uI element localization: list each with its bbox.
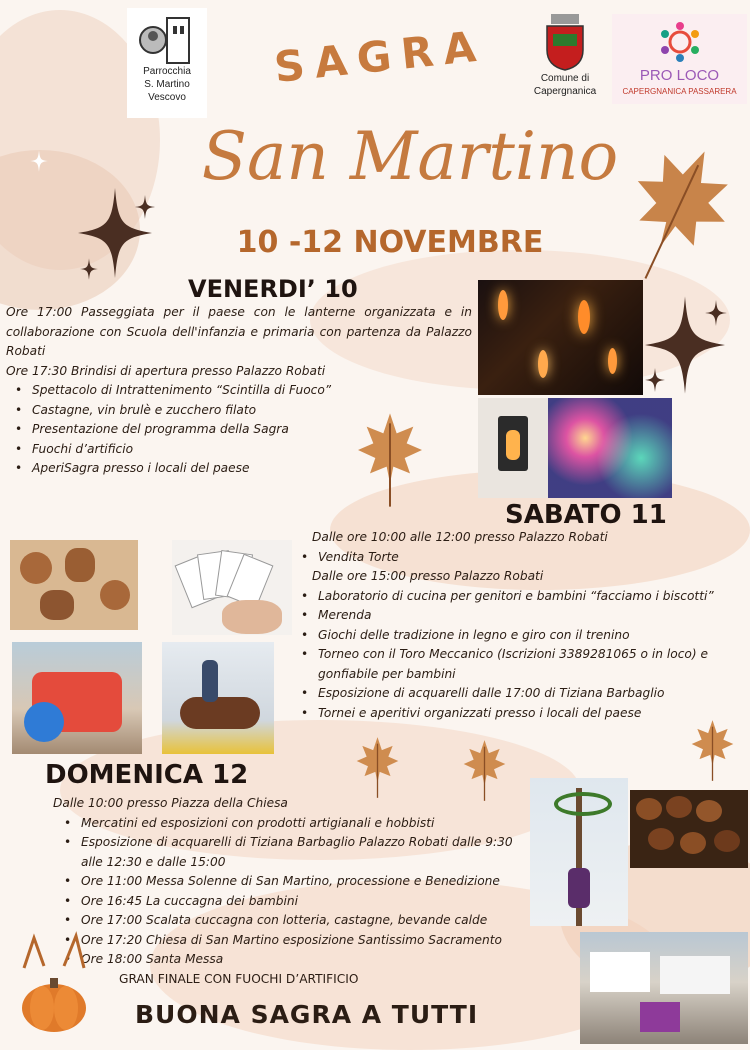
friday-intro: Ore 17:00 Passeggiata per il paese con le lanterne organizzata e in collaborazione con Scuola dell'infanzia e primaria con partenza da Palazzo Robati — [6, 305, 472, 358]
list-item: • AperiSagra presso i locali del paese — [32, 459, 472, 479]
sunday-location: Dalle 10:00 presso Piazza della Chiesa — [53, 796, 288, 810]
sunday-title: DOMENICA 12 — [45, 760, 249, 790]
list-item: • Vendita Torte — [318, 548, 748, 568]
proloco-logo — [612, 14, 747, 104]
sunday-list — [35, 814, 530, 970]
sunday-program — [35, 794, 530, 989]
lantern-photo — [478, 398, 548, 498]
parish-name-2: S. Martino — [144, 79, 190, 90]
cookies-photo — [10, 540, 138, 630]
coat-of-arms-icon — [543, 12, 587, 72]
market-stalls-photo — [580, 932, 748, 1044]
list-item: • Ore 16:45 La cuccagna dei bambini — [81, 892, 530, 912]
list-item: • Ore 11:00 Messa Solenne di San Martino, processione e Benedizione — [81, 872, 530, 892]
fire-show-photo — [478, 280, 643, 395]
comune-name-1: Comune di — [540, 73, 590, 84]
playing-cards-photo — [172, 540, 292, 635]
list-item: • Giochi delle tradizione in legno e giro con il trenino — [318, 626, 748, 646]
sparkle-star-icon — [80, 258, 98, 280]
list-item: • Tornei e aperitivi organizzati presso i locali del paese — [318, 704, 748, 724]
list-item: • Laboratorio di cucina per genitori e bambini “facciamo i biscotti” — [318, 587, 748, 607]
closing-greeting: BUONA SAGRA A TUTTI — [135, 1000, 479, 1029]
parish-name-3: Vescovo — [148, 92, 186, 103]
parish-logo — [127, 8, 207, 118]
list-item: • Fuochi d’artificio — [32, 440, 472, 460]
list-item: • Esposizione di acquarelli dalle 17:00 di Tiziana Barbaglio — [318, 684, 748, 704]
list-item: • Castagne, vin brulè e zucchero filato — [32, 401, 472, 421]
sparkle-star-icon — [645, 368, 665, 392]
proloco-title: PRO LOCO — [639, 67, 720, 84]
pumpkin-icon — [4, 928, 104, 1038]
list-item: • Mercatini ed esposizioni con prodotti artigianali e hobbisti — [81, 814, 530, 834]
people-circle-icon — [657, 19, 703, 65]
list-item: • Ore 17:00 Scalata cuccagna con lotteria, castagne, bevande calde — [81, 911, 530, 931]
greasy-pole-photo — [530, 778, 628, 926]
maple-leaf-icon — [355, 735, 400, 800]
saturday-afternoon: Dalle ore 15:00 presso Palazzo Robati — [312, 569, 544, 583]
list-item: • Ore 17:20 Chiesa di San Martino esposizione Santissimo Sacramento — [81, 931, 530, 951]
saturday-list-1 — [292, 548, 748, 568]
proloco-subtitle: CAPERGNANICA PASSARERA — [622, 87, 737, 96]
saturday-program — [292, 528, 748, 723]
saturday-title: SABATO 11 — [505, 500, 667, 530]
sparkle-star-icon — [30, 150, 48, 172]
friday-toast: Ore 17:30 Brindisi di apertura presso Palazzo Robati — [6, 363, 326, 378]
comune-name-2: Capergnanica — [533, 86, 597, 97]
event-dates: 10 -12 NOVEMBRE — [236, 225, 544, 260]
church-icon — [137, 10, 197, 65]
sparkle-star-icon — [135, 195, 155, 219]
parish-name-1: Parrocchia — [143, 66, 191, 77]
grand-finale: GRAN FINALE CON FUOCHI D’ARTIFICIO — [119, 971, 359, 986]
event-name-title: San Martino — [201, 118, 619, 195]
sparkle-star-icon — [705, 300, 727, 326]
mechanical-bull-photo — [162, 642, 274, 754]
maple-leaf-icon — [690, 718, 735, 783]
friday-title: VENERDI’ 10 — [188, 275, 358, 303]
event-sagra-title: SAGRA — [271, 21, 489, 92]
friday-list — [6, 381, 472, 479]
friday-program — [6, 303, 472, 479]
comune-logo — [520, 10, 610, 120]
chestnuts-photo — [630, 790, 748, 868]
fireworks-photo — [548, 398, 672, 498]
saturday-morning: Dalle ore 10:00 alle 12:00 presso Palazzo Robati — [312, 530, 608, 544]
list-item: • Esposizione di acquarelli di Tiziana Barbaglio Palazzo Robati dalle 9:30 alle 12:30 e dalle 15:00 — [81, 833, 530, 872]
train-ride-photo — [12, 642, 142, 754]
saturday-list-2 — [292, 587, 748, 724]
list-item: • Merenda — [318, 606, 748, 626]
list-item: • Torneo con il Toro Meccanico (Iscrizioni 3389281065 o in loco) e gonfiabile per bambini — [318, 645, 748, 684]
list-item: • Presentazione del programma della Sagra — [32, 420, 472, 440]
list-item: • Spettacolo di Intrattenimento “Scintilla di Fuoco” — [32, 381, 472, 401]
list-item: • Ore 18:00 Santa Messa — [81, 950, 530, 970]
